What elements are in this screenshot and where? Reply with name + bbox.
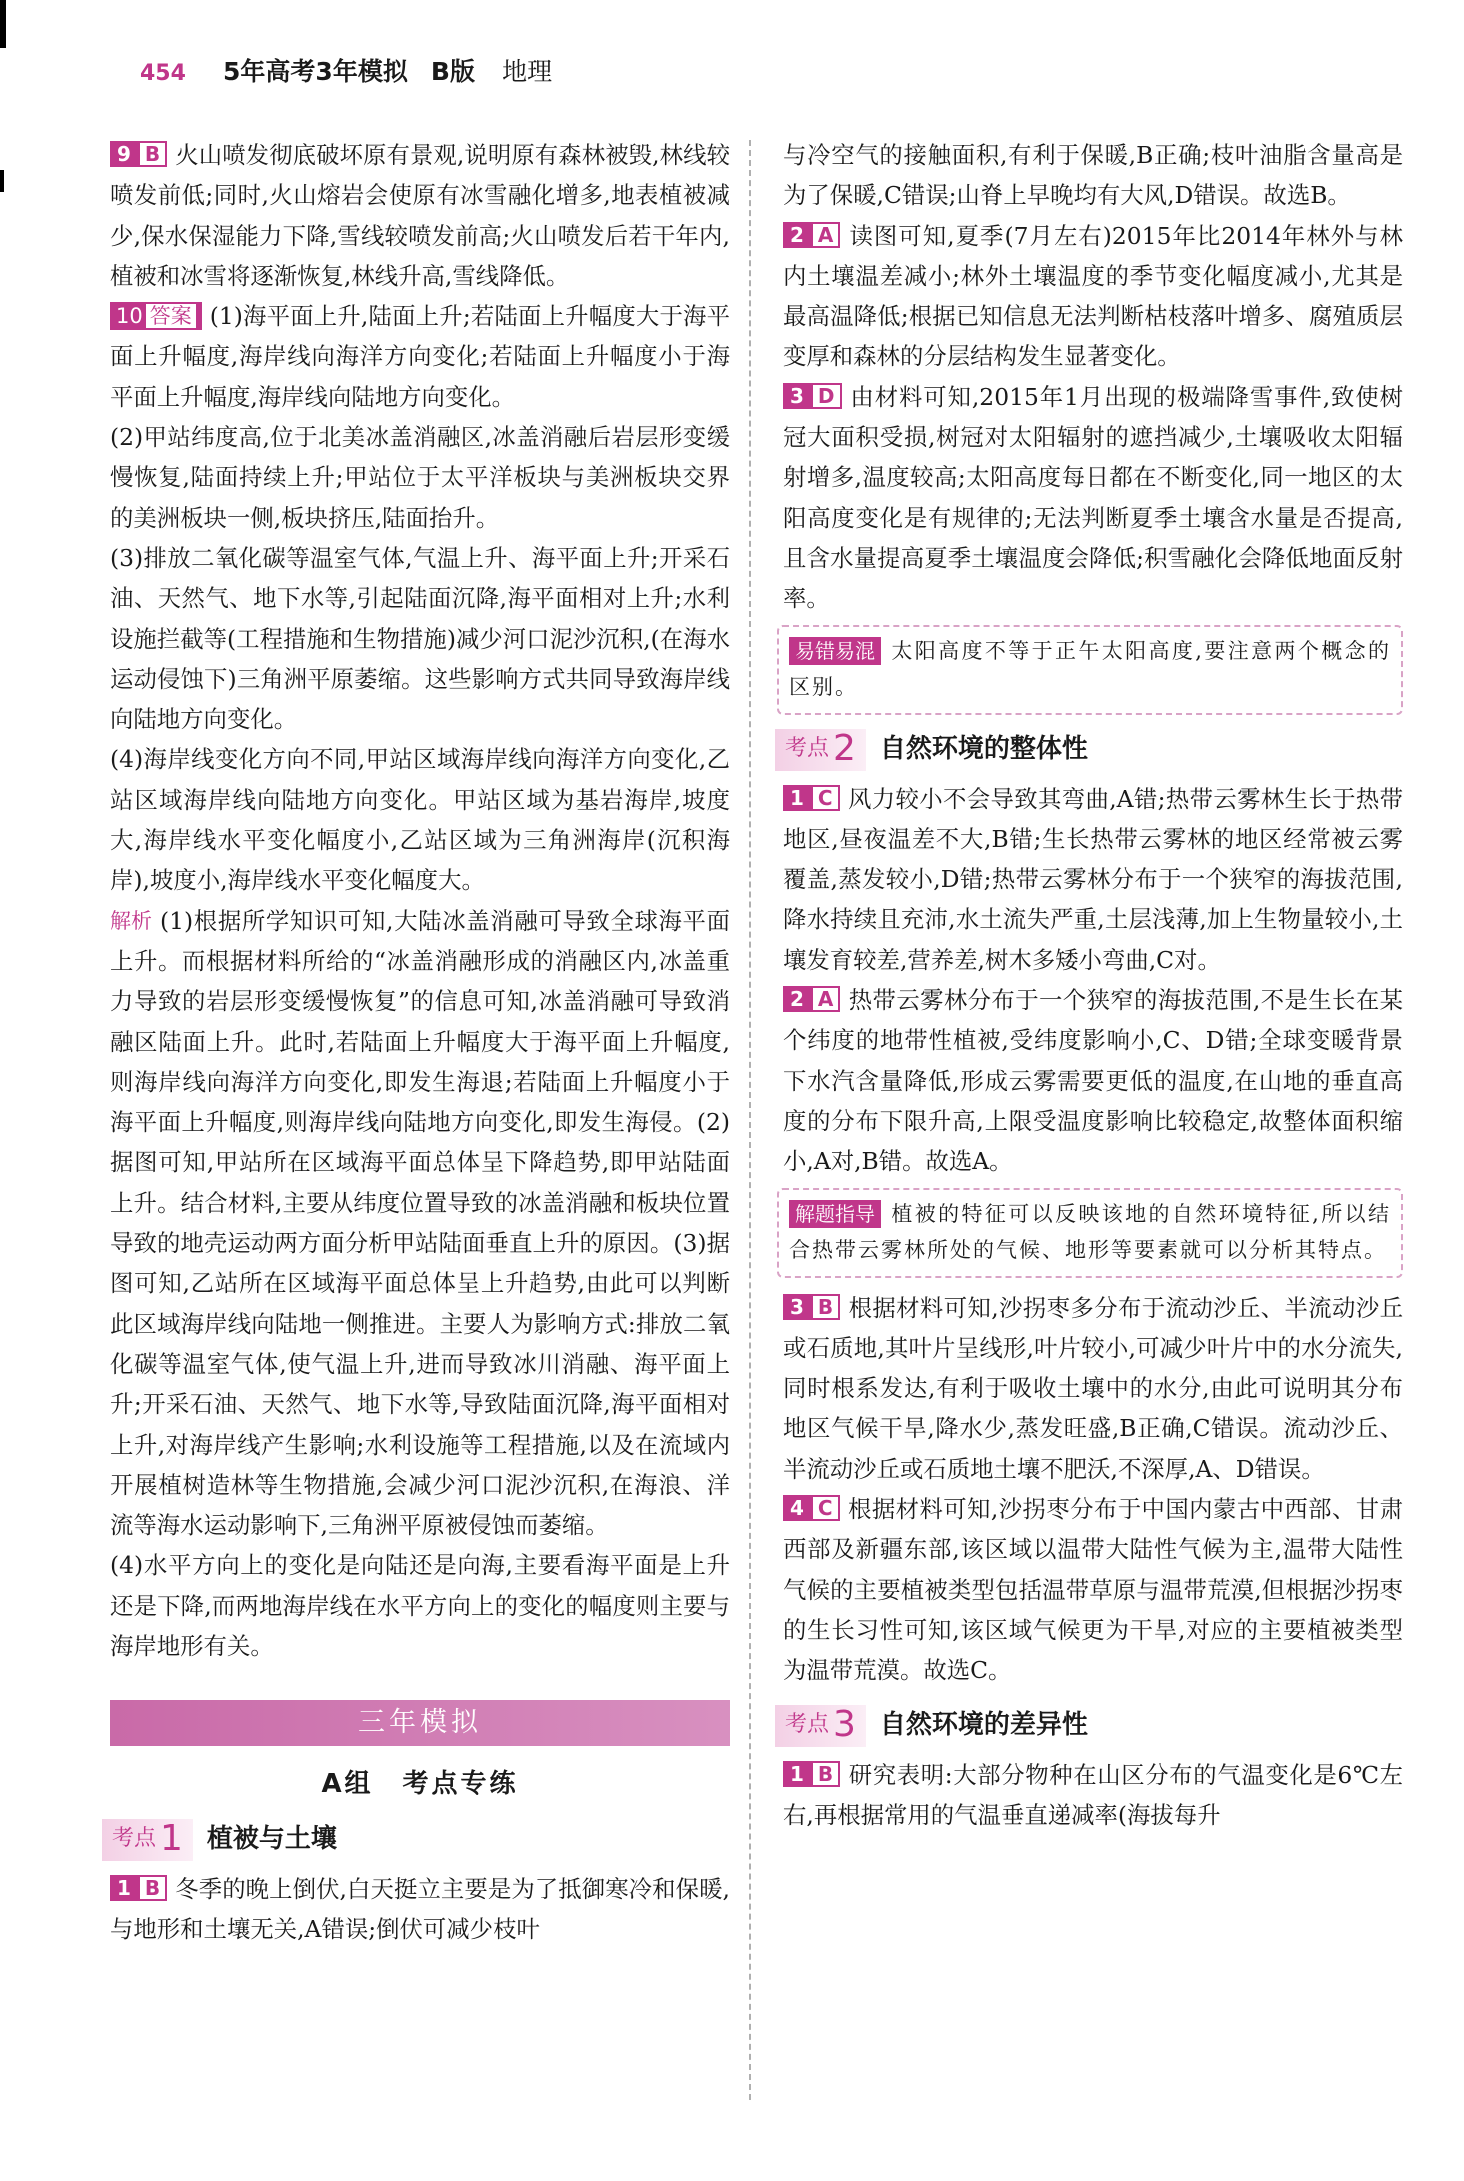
question-badge: 1 C xyxy=(783,785,840,811)
tip-text: 太阳高度不等于正午太阳高度,要注意两个概念的区别。 xyxy=(789,638,1391,699)
answer-text: 火山喷发彻底破坏原有景观,说明原有森林被毁,林线较喷发前低;同时,火山熔岩会使原有冰雪融化增多,地表植被减少,保水保湿能力下降,雪线较喷发前高;火山喷发后若干年内,植被和冰雪将逐渐恢复,林线升高,雪线降低。 xyxy=(110,141,730,290)
tip-label: 易错易混 xyxy=(789,637,881,665)
question-9 xyxy=(110,135,730,296)
kaodian-title: 自然环境的整体性 xyxy=(879,734,1088,765)
kaodian-title: 自然环境的差异性 xyxy=(879,1710,1088,1741)
tip-text: 植被的特征可以反映该地的自然环境特征,所以结合热带云雾林所处的气候、地形等要素就可以分析其特点。 xyxy=(789,1201,1391,1262)
tip-box xyxy=(777,625,1403,715)
question-badge: 3 D xyxy=(783,383,842,409)
page-header xyxy=(140,52,552,88)
answer-part-4: (4)海岸线变化方向不同,甲站区域海岸线向海洋方向变化,乙站区域海岸线向陆地方向变化。甲站区域为基岩海岸,坡度大,海岸线水平变化幅度小,乙站区域为三角洲海岸(沉积海岸),坡度小,海岸线水平变化幅度大。 xyxy=(110,745,730,895)
question-10-answer: 10 答案 (1)海平面上升,陆面上升;若陆面上升幅度大于海平面上升幅度,海岸线向海洋方向变化;若陆面上升幅度小于海平面上升幅度,海岸线向陆地方向变化。 xyxy=(110,302,730,411)
tip-box xyxy=(777,1188,1403,1278)
kaodian-3-heading: 考点 3 自然环境的差异性 xyxy=(775,1705,1403,1747)
section-band: 三年模拟 xyxy=(110,1700,730,1746)
kaodian-2-heading: 考点 2 自然环境的整体性 xyxy=(775,729,1403,771)
subject: 地理 xyxy=(502,57,553,86)
answer-part-3: (3)排放二氧化碳等温室气体,气温上升、海平面上升;开采石油、天然气、地下水等,引起陆面沉降,海平面相对上升;水利设施拦截等(工程措施和生物措施)减少河口泥沙沉积,(在海水运动侵蚀下)三角洲平原萎缩。这些影响方式共同导致海岸线向陆地方向变化。 xyxy=(110,543,730,734)
k2-question-1: 1 C 风力较小不会导致其弯曲,A错;热带云雾林生长于热带地区,昼夜温差不大,B错;生长热带云雾林的地区经常被云雾覆盖,蒸发较小,D错;热带云雾林分布于一个狭窄的海拔范围,降水持续且充沛,水土流失严重,土层浅薄,加上生物量较小,土壤发育较差,营养差,树木多矮小弯曲,C对。 xyxy=(783,784,1403,974)
analysis: 解析 (1)根据所学知识可知,大陆冰盖消融可导致全球海平面上升。而根据材料所给的“冰盖消融形成的消融区内,冰盖重力导致的岩层形变缓慢恢复”的信息可知,冰盖消融可导致消融区陆面上升。此时,若陆面上升幅度大于海平面上升幅度,则海岸线向海洋方向变化,即发生海退;若陆面上升幅度小于海平面上升幅度,则海岸线向陆地方向变化,即发生海侵。(2)据图可知,甲站所在区域海平面总体呈下降趋势,即甲站陆面上升。结合材料,主要从纬度位置导致的冰盖消融和板块位置导致的地壳运动两方面分析甲站陆面垂直上升的原因。(3)据图可知,乙站所在区域海平面总体呈上升趋势,由此可以判断此区域海岸线向陆地一侧推进。主要人为影响方式:排放二氧化碳等温室气体,使气温上升,进而导致冰川消融、海平面上升;开采石油、天然气、地下水等,导致陆面沉降,海平面相对上升,对海岸线产生影响;水利设施等工程措施,以及在流域内开展植树造林等生物措施,会减少河口泥沙沉积,在海浪、洋流等海水运动影响下,三角洲平原被侵蚀而萎缩。 xyxy=(110,906,730,1540)
k1-question-1-cont: 与冷空气的接触面积,有利于保暖,B正确;枝叶油脂含量高是为了保暖,C错误;山脊上早晚均有大风,D错误。故选B。 xyxy=(783,141,1403,210)
answer-part-2: (2)甲站纬度高,位于北美冰盖消融区,冰盖消融后岩层形变缓慢恢复,陆面持续上升;甲站位于太平洋板块与美洲板块交界的美洲板块一侧,板块挤压,陆面抬升。 xyxy=(110,423,730,532)
tip-label: 解题指导 xyxy=(789,1200,881,1228)
crop-mark xyxy=(0,0,6,48)
group-title: A组 考点专练 xyxy=(321,1769,519,1800)
k3-question-1: 1 B 研究表明:大部分物种在山区分布的气温变化是6℃左右,再根据常用的气温垂直递减率(海拔每升 xyxy=(783,1760,1403,1829)
column-divider xyxy=(749,140,751,2100)
page-number: 454 xyxy=(140,61,186,86)
left-column xyxy=(110,135,730,1949)
analysis-label: 解析 xyxy=(110,908,152,933)
question-badge: 2 A xyxy=(783,986,840,1012)
analysis-part-4: (4)水平方向上的变化是向陆还是向海,主要看海平面是上升还是下降,而两地海岸线在水平方向上的变化的幅度则主要与海岸地形有关。 xyxy=(110,1551,730,1660)
book-title: 5年高考3年模拟 xyxy=(223,57,408,86)
k1-question-2: 2 A 读图可知,夏季(7月左右)2015年比2014年林外与林内土壤温差减小;林外土壤温度的季节变化幅度减小,尤其是最高温降低;根据已知信息无法判断枯枝落叶增多、腐殖质层变厚和森林的分层结构发生显著变化。 xyxy=(783,221,1403,371)
answer-badge: 10 答案 xyxy=(110,302,202,330)
k2-question-2: 2 A 热带云雾林分布于一个狭窄的海拔范围,不是生长在某个纬度的地带性植被,受纬度影响小,C、D错;全球变暖背景下水汽含量降低,形成云雾需要更低的温度,在山地的垂直高度的分布下限升高,上限受温度影响比较稳定,故整体面积缩小,A对,B错。故选A。 xyxy=(783,986,1403,1176)
k1-question-1: 1 B 冬季的晚上倒伏,白天挺立主要是为了抵御寒冷和保暖,与地形和土壤无关,A错误;倒伏可减少枝叶 xyxy=(110,1874,730,1943)
k1-question-3: 3 D 由材料可知,2015年1月出现的极端降雪事件,致使树冠大面积受损,树冠对太阳辐射的遮挡减少,土壤吸收太阳辐射增多,温度较高;太阳高度每日都在不断变化,同一地区的太阳高度变化是有规律的;无法判断夏季土壤含水量是否提高,且含水量提高夏季土壤温度会降低;积雪融化会降低地面反射率。 xyxy=(783,382,1403,613)
kaodian-title: 植被与土壤 xyxy=(206,1824,337,1855)
kaodian-1-heading: 考点 1 植被与土壤 xyxy=(102,1819,730,1861)
question-badge: 1 B xyxy=(110,1875,167,1901)
crop-mark xyxy=(0,170,4,192)
question-badge: 1 B xyxy=(783,1761,840,1787)
k2-question-4: 4 C 根据材料可知,沙拐枣分布于中国内蒙古中西部、甘肃西部及新疆东部,该区域以温带大陆性气候为主,温带大陆性气候的主要植被类型包括温带草原与温带荒漠,但根据沙拐枣的生长习性可知,该区域气候更为干旱,对应的主要植被类型为温带荒漠。故选C。 xyxy=(783,1495,1403,1685)
right-column xyxy=(783,135,1403,1835)
k2-question-3: 3 B 根据材料可知,沙拐枣多分布于流动沙丘、半流动沙丘或石质地,其叶片呈线形,叶片较小,可减少叶片中的水分流失,同时根系发达,有利于吸收土壤中的水分,由此可说明其分布地区气候干旱,降水少,蒸发旺盛,B正确,C错误。流动沙丘、半流动沙丘或石质地土壤不肥沃,不深厚,A、D错误。 xyxy=(783,1293,1403,1483)
question-badge: 4 C xyxy=(783,1495,840,1521)
edition: B版 xyxy=(430,57,475,86)
question-badge: 2 A xyxy=(783,222,840,248)
question-badge: 9 B xyxy=(110,141,167,167)
question-badge: 3 B xyxy=(783,1294,840,1320)
